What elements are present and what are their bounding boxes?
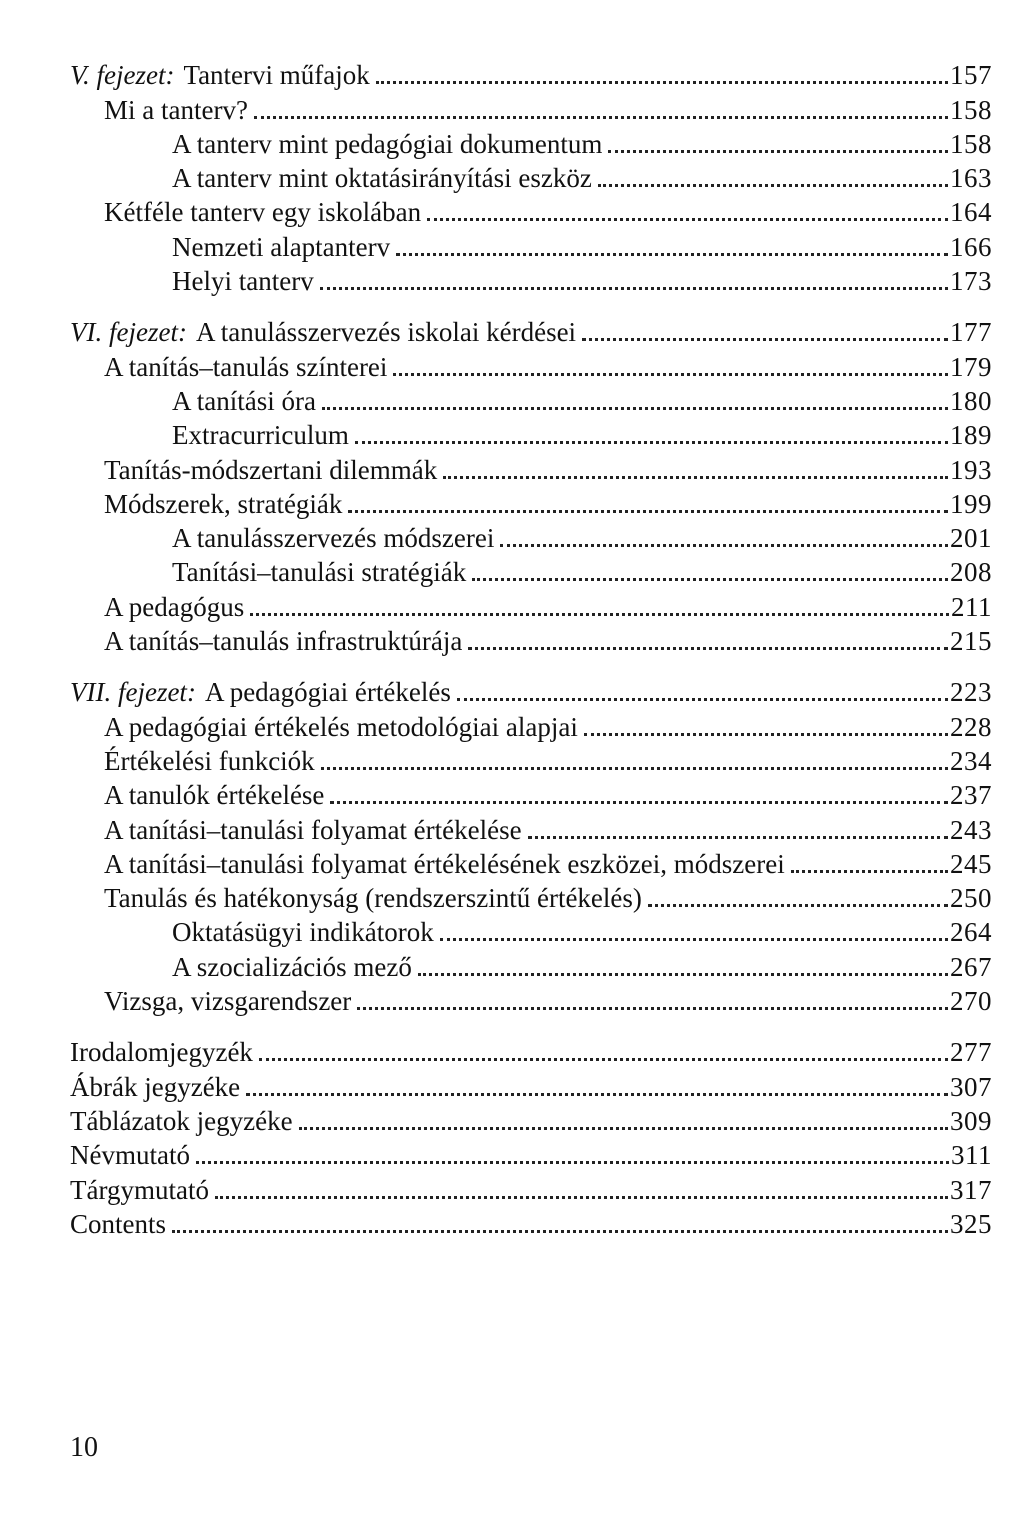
toc-page-number: 215 xyxy=(950,626,992,657)
toc-page-number: 180 xyxy=(950,385,992,416)
entry-title-text: A pedagógiai értékelés xyxy=(204,677,451,708)
entry-title-text: A szocializációs mező xyxy=(172,951,412,982)
toc-page-number: 307 xyxy=(950,1071,992,1102)
toc-entry-section xyxy=(70,484,992,518)
toc-entry-title xyxy=(104,591,245,622)
toc-entry-title xyxy=(172,385,316,416)
toc-entry-title xyxy=(70,62,370,89)
dot-leader xyxy=(598,184,948,187)
toc-entry-subsection xyxy=(70,158,992,192)
toc-page-number: 189 xyxy=(950,420,992,451)
dot-leader xyxy=(393,373,948,376)
page-number: 10 xyxy=(70,1432,98,1463)
entry-title-text: Extracurriculum xyxy=(172,420,349,451)
toc-page-number: 211 xyxy=(951,591,992,622)
entry-title-text: A tanterv mint pedagógiai dokumentum xyxy=(172,128,603,159)
toc-page-number: 158 xyxy=(950,128,992,159)
toc-entry-title xyxy=(172,559,466,586)
entry-title-text: Tanítás-módszertani dilemmák xyxy=(104,454,438,485)
toc-page-number: 250 xyxy=(950,883,992,914)
entry-title-text: Tantervi műfajok xyxy=(183,60,370,91)
toc-entry-section xyxy=(70,741,992,775)
toc-entry-title xyxy=(70,319,576,346)
entry-title-text: Tanulás és hatékonyság (rendszerszintű értékelés) xyxy=(104,883,642,914)
entry-title-text: A tanulásszervezés módszerei xyxy=(172,523,495,554)
dot-leader xyxy=(468,647,948,650)
entry-title-text: A pedagógus xyxy=(104,591,245,622)
entry-title-text: A tanterv mint oktatásirányítási eszköz xyxy=(172,163,592,194)
toc-entry-section xyxy=(70,346,992,380)
toc-entry-title xyxy=(172,231,391,262)
toc-entry-top xyxy=(70,312,992,346)
entry-title-text: A tanítási–tanulási folyamat értékelésének eszközei, módszerei xyxy=(104,848,785,879)
toc-entry-title xyxy=(70,1039,253,1066)
dot-leader xyxy=(259,1058,948,1061)
entry-title-text: A tanulásszervezés iskolai kérdései xyxy=(195,317,577,348)
entry-title-text: Névmutató xyxy=(70,1140,190,1171)
toc-page-number: 157 xyxy=(950,60,992,91)
toc-page-number: 166 xyxy=(950,231,992,262)
toc-entry-subsection xyxy=(70,552,992,586)
entry-title-text: Nemzeti alaptanterv xyxy=(172,231,391,262)
toc-entry-subsection xyxy=(70,226,992,260)
toc-page-number: 228 xyxy=(950,711,992,742)
dot-leader xyxy=(791,870,948,873)
toc-entry-title xyxy=(104,814,522,845)
toc-entry-top xyxy=(70,1135,992,1169)
toc-entry-title xyxy=(172,165,592,192)
dot-leader xyxy=(355,441,948,444)
dot-leader xyxy=(418,973,948,976)
toc-entry-section xyxy=(70,878,992,912)
entry-title-text: A pedagógiai értékelés metodológiai alapjai xyxy=(104,711,578,742)
toc-page-number: 201 xyxy=(950,523,992,554)
entry-title-text: A tanítás–tanulás színterei xyxy=(104,351,388,382)
toc-entry-title xyxy=(172,422,349,449)
dot-leader xyxy=(582,338,948,341)
toc-entry-subsection xyxy=(70,946,992,980)
dot-leader xyxy=(299,1127,948,1130)
toc-entry-title xyxy=(104,351,388,382)
entry-title-text: A tanulók értékelése xyxy=(104,780,325,811)
toc-entry-subsection xyxy=(70,415,992,449)
toc-entry-title xyxy=(104,488,343,519)
dot-leader xyxy=(320,287,948,290)
dot-leader xyxy=(357,1007,948,1010)
dot-leader xyxy=(196,1161,949,1164)
toc-entry-top xyxy=(70,1066,992,1100)
toc-page-number: 234 xyxy=(950,745,992,776)
toc-page-number: 173 xyxy=(950,266,992,297)
toc-page-number: 163 xyxy=(950,163,992,194)
dot-leader xyxy=(472,578,948,581)
toc-entry-subsection xyxy=(70,381,992,415)
dot-leader xyxy=(457,698,948,701)
dot-leader xyxy=(172,1230,948,1233)
toc-page-number: 179 xyxy=(950,351,992,382)
dot-leader xyxy=(246,1093,948,1096)
toc-page-number: 208 xyxy=(950,557,992,588)
toc-entry-title xyxy=(104,628,462,655)
dot-leader xyxy=(396,253,948,256)
dot-leader xyxy=(608,150,948,153)
toc-entry-subsection xyxy=(70,124,992,158)
dot-leader xyxy=(376,81,948,84)
toc-entry-section xyxy=(70,981,992,1015)
toc-entry-subsection xyxy=(70,912,992,946)
toc-entry-top xyxy=(70,1204,992,1238)
entry-title-text: Ábrák jegyzéke xyxy=(70,1071,241,1102)
toc-entry-top xyxy=(70,1032,992,1066)
toc-entry-title xyxy=(104,745,315,776)
toc-entry-subsection xyxy=(70,518,992,552)
dot-leader xyxy=(500,544,948,547)
entry-title-text: Módszerek, stratégiák xyxy=(104,488,343,519)
dot-leader xyxy=(584,733,948,736)
toc-entry-section xyxy=(70,621,992,655)
toc-entry-title xyxy=(172,268,314,295)
entry-title-text: Tanítási–tanulási stratégiák xyxy=(172,557,467,588)
toc-entry-title xyxy=(104,782,324,809)
dot-leader xyxy=(215,1196,948,1199)
entry-title-text: A tanítás–tanulás infrastruktúrája xyxy=(104,626,463,657)
toc-page-number: 177 xyxy=(950,317,992,348)
entry-title-text: Helyi tanterv xyxy=(172,266,314,297)
toc-entry-title xyxy=(70,1208,167,1239)
toc-page-number: 267 xyxy=(950,951,992,982)
toc-page-number: 164 xyxy=(950,197,992,228)
toc-entry-title xyxy=(70,1174,209,1205)
group-spacer xyxy=(70,1015,992,1032)
group-spacer xyxy=(70,295,992,312)
toc-page-number: 309 xyxy=(950,1105,992,1136)
toc-entry-title xyxy=(70,679,451,706)
toc-page-number: 264 xyxy=(950,917,992,948)
toc-entry-subsection xyxy=(70,261,992,295)
entry-title-text: Értékelési funkciók xyxy=(104,745,315,776)
toc-page-number: 325 xyxy=(950,1208,992,1239)
entry-title-text: Oktatásügyi indikátorok xyxy=(172,917,434,948)
dot-leader xyxy=(427,218,948,221)
toc-entry-section xyxy=(70,586,992,620)
entry-title-text: Tárgymutató xyxy=(70,1174,209,1205)
toc-entry-title xyxy=(172,525,494,552)
toc-entry-section xyxy=(70,775,992,809)
toc-entry-top xyxy=(70,55,992,89)
dot-leader xyxy=(322,407,948,410)
entry-title-text: A tanítási–tanulási folyamat értékelése xyxy=(104,814,522,845)
toc-entry-section xyxy=(70,844,992,878)
toc-entry-title xyxy=(104,988,351,1015)
chapter-label: VI. fejezet: xyxy=(70,317,187,348)
toc-entry-title xyxy=(104,848,785,879)
entry-title-text: A tanítási óra xyxy=(172,385,316,416)
toc-entry-title xyxy=(172,951,412,982)
toc-page-number: 193 xyxy=(950,454,992,485)
toc-page-number: 237 xyxy=(950,780,992,811)
toc-entry-title xyxy=(104,711,578,742)
toc-page-number: 317 xyxy=(950,1174,992,1205)
entry-title-text: Contents xyxy=(70,1208,167,1239)
toc-entry-title xyxy=(104,199,421,226)
entry-title-text: Táblázatok jegyzéke xyxy=(70,1105,293,1136)
chapter-label: VII. fejezet: xyxy=(70,677,196,708)
dot-leader xyxy=(321,767,948,770)
toc-entry-section xyxy=(70,89,992,123)
toc-page-number: 245 xyxy=(950,848,992,879)
toc-page-number: 158 xyxy=(950,94,992,125)
toc-entry-title xyxy=(104,94,248,125)
dot-leader xyxy=(330,801,948,804)
toc-entry-title xyxy=(104,454,438,485)
toc-entry-section xyxy=(70,192,992,226)
toc-page-number: 223 xyxy=(950,677,992,708)
toc-entry-title xyxy=(172,128,603,159)
dot-leader xyxy=(440,938,948,941)
toc-entry-top xyxy=(70,1169,992,1203)
toc-entry-top xyxy=(70,1101,992,1135)
dot-leader xyxy=(250,613,949,616)
toc-entry-top xyxy=(70,672,992,706)
group-spacer xyxy=(70,655,992,672)
dot-leader xyxy=(443,476,948,479)
toc-entry-title xyxy=(70,1105,293,1136)
dot-leader xyxy=(348,510,948,513)
dot-leader xyxy=(648,904,948,907)
toc-entry-section xyxy=(70,809,992,843)
toc-page-number: 270 xyxy=(950,986,992,1017)
toc-entry-section xyxy=(70,706,992,740)
toc-page-number: 311 xyxy=(951,1140,992,1171)
table-of-contents xyxy=(70,55,992,1238)
toc-entry-title xyxy=(70,1142,190,1169)
toc-page-number: 199 xyxy=(950,488,992,519)
entry-title-text: Mi a tanterv? xyxy=(104,94,248,125)
entry-title-text: Vizsga, vizsgarendszer xyxy=(104,986,352,1017)
dot-leader xyxy=(254,116,948,119)
dot-leader xyxy=(528,836,948,839)
toc-entry-title xyxy=(172,919,434,946)
toc-entry-title xyxy=(104,885,642,912)
toc-entry-title xyxy=(70,1071,241,1102)
chapter-label: V. fejezet: xyxy=(70,60,175,91)
toc-page-number: 277 xyxy=(950,1037,992,1068)
entry-title-text: Irodalomjegyzék xyxy=(70,1037,253,1068)
entry-title-text: Kétféle tanterv egy iskolában xyxy=(104,197,422,228)
toc-entry-section xyxy=(70,449,992,483)
toc-page-number: 243 xyxy=(950,814,992,845)
